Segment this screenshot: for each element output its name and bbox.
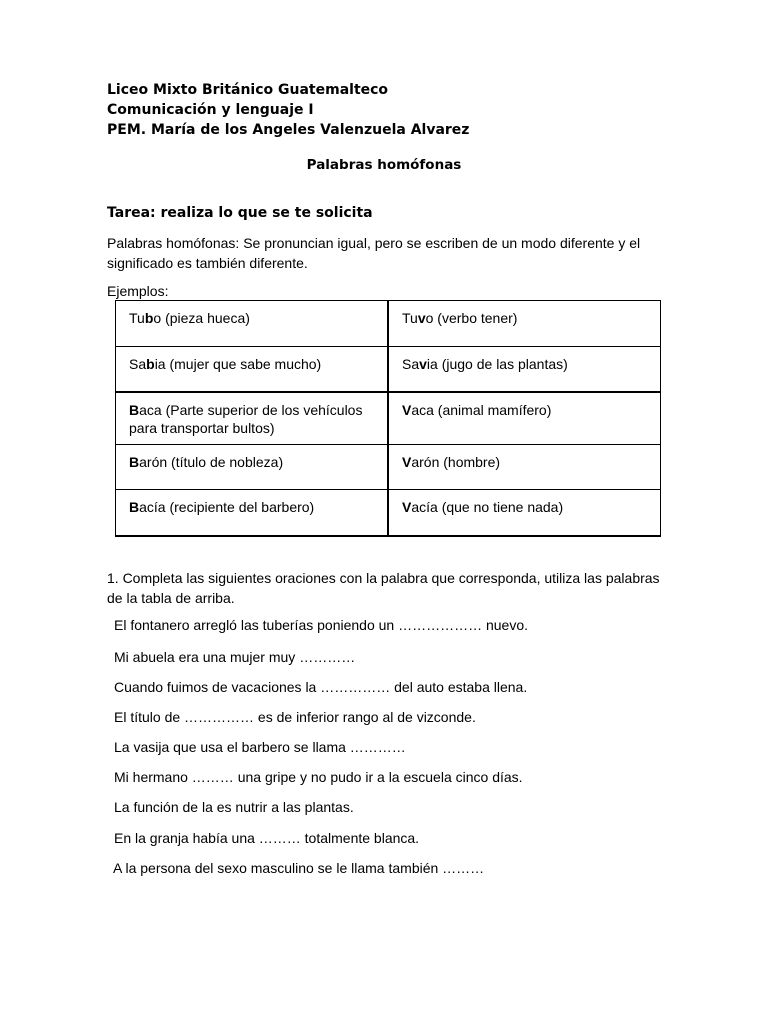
example-word-b: Tubo (pieza hueca)	[129, 310, 250, 326]
exercise-instruction: 1. Completa las siguientes oraciones con la palabra que corresponda, utiliza las palabras de la tabla de arriba.	[107, 570, 660, 606]
table-row	[116, 301, 661, 347]
exercise-sentence: La vasija que usa el barbero se llama …………	[114, 739, 406, 755]
table-row	[116, 347, 661, 393]
example-word-v: Tuvo (verbo tener)	[402, 310, 518, 326]
exercise-sentence: A la persona del sexo masculino se le llama también ………	[113, 860, 485, 876]
example-word-v: Varón (hombre)	[402, 454, 501, 470]
example-cell	[388, 301, 661, 347]
exercise-sentence: Cuando fuimos de vacaciones la …………… del auto estaba llena.	[114, 679, 528, 695]
examples-label: Ejemplos:	[107, 283, 169, 299]
example-cell	[388, 347, 661, 393]
example-word-b: Baca (Parte superior de los vehículos para transportar bultos)	[129, 402, 363, 436]
examples-table	[115, 300, 661, 537]
page-title: Palabras homófonas	[306, 157, 462, 173]
example-cell	[116, 347, 389, 393]
task-heading: Tarea: realiza lo que se te solicita	[107, 205, 373, 221]
exercise-sentence: El título de …………… es de inferior rango al de vizconde.	[114, 709, 476, 725]
example-word-v: Vaca (animal mamífero)	[402, 402, 552, 418]
example-cell	[116, 392, 389, 445]
example-cell	[116, 301, 389, 347]
exercise-sentence: El fontanero arregló las tuberías poniendo un ……………… nuevo.	[114, 617, 529, 633]
example-cell	[388, 445, 661, 490]
example-word-v: Vacía (que no tiene nada)	[402, 499, 564, 515]
document-header	[107, 80, 469, 140]
table-row	[116, 392, 661, 445]
example-word-b: Bacía (recipiente del barbero)	[129, 499, 315, 515]
example-word-b: Sabia (mujer que sabe mucho)	[129, 356, 322, 372]
definition-paragraph: Palabras homófonas: Se pronuncian igual, pero se escriben de un modo diferente y el significado es también diferente.	[107, 235, 641, 271]
example-cell	[388, 392, 661, 445]
example-cell	[116, 490, 389, 537]
course-name: Comunicación y lenguaje I	[107, 102, 314, 118]
example-cell	[116, 445, 389, 490]
example-word-v: Savia (jugo de las plantas)	[402, 356, 568, 372]
table-row	[116, 445, 661, 490]
exercise-sentence: Mi abuela era una mujer muy …………	[114, 649, 356, 665]
school-name: Liceo Mixto Británico Guatemalteco	[107, 82, 389, 98]
exercise-sentence: En la granja había una ……… totalmente blanca.	[114, 830, 420, 846]
teacher-name: PEM. María de los Angeles Valenzuela Alvarez	[107, 122, 470, 138]
table-row	[116, 490, 661, 537]
example-cell	[388, 490, 661, 537]
exercise-sentence: La función de la es nutrir a las plantas.	[114, 799, 354, 815]
exercise-sentence: Mi hermano ……… una gripe y no pudo ir a la escuela cinco días.	[114, 769, 523, 785]
example-word-b: Barón (título de nobleza)	[129, 454, 284, 470]
